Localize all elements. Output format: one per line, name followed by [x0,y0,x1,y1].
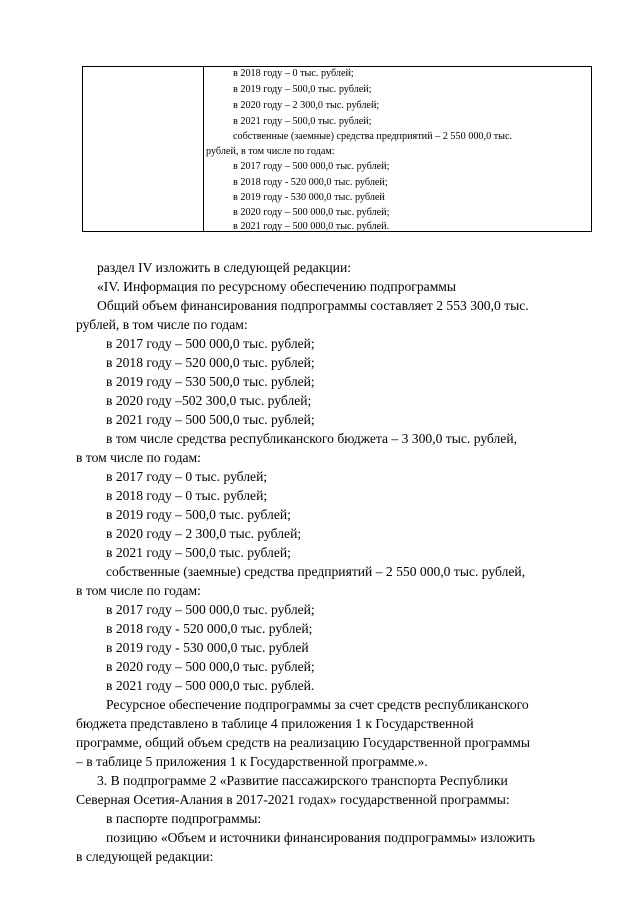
table-line: в 2021 году – 500,0 тыс. рублей; [233,116,372,127]
section-heading: «IV. Информация по ресурсному обеспечению подпрограммы [97,279,457,294]
body-line: в том числе по годам: [76,583,201,598]
body-line: рублей, в том числе по годам: [76,317,248,332]
body-line: в 2020 году – 2 300,0 тыс. рублей; [106,526,302,541]
body-line: программе, общий объем средств на реализацию Государственной программы [76,735,531,750]
body-line: в 2019 году – 530 500,0 тыс. рублей; [106,374,315,389]
table-line: рублей, в том числе по годам: [206,146,335,157]
body-line: 3. В подпрограмме 2 «Развитие пассажирского транспорта Республики [97,773,508,788]
body-line: – в таблице 5 приложения 1 к Государственной программе.». [76,754,428,769]
body-line: в паспорте подпрограммы: [106,811,262,826]
body-line: в 2019 году - 530 000,0 тыс. рублей [106,640,309,655]
table-line: собственные (заемные) средства предприятий – 2 550 000,0 тыс. [233,131,513,142]
table-line: в 2018 году - 520 000,0 тыс. рублей; [233,177,388,188]
body-line: в 2020 году – 500 000,0 тыс. рублей; [106,659,315,674]
table-line: в 2019 году - 530 000,0 тыс. рублей [233,192,385,203]
passport-table [82,66,592,232]
body-line: Ресурсное обеспечение подпрограммы за счет средств республиканского [106,697,529,712]
table-line: в 2019 году – 500,0 тыс. рублей; [233,84,372,95]
body-line: бюджета представлено в таблице 4 приложения 1 к Государственной [76,716,474,731]
table-left-cell [83,67,204,231]
body-line: в 2019 году – 500,0 тыс. рублей; [106,507,291,522]
table-line: в 2020 году – 2 300,0 тыс. рублей; [233,100,380,111]
body-line: в следующей редакции: [76,849,214,864]
body-line: в 2017 году – 500 000,0 тыс. рублей; [106,336,315,351]
body-line: раздел IV изложить в следующей редакции: [97,260,352,275]
table-line: в 2018 году – 0 тыс. рублей; [233,68,354,79]
body-line: в 2021 году – 500,0 тыс. рублей; [106,545,291,560]
body-line: в 2018 году – 0 тыс. рублей; [106,488,268,503]
body-line: в 2021 году – 500 000,0 тыс. рублей. [106,678,315,693]
table-line: в 2020 году – 500 000,0 тыс. рублей; [233,207,390,218]
body-line: в том числе по годам: [76,450,201,465]
body-line: в 2017 году – 0 тыс. рублей; [106,469,268,484]
body-line: собственные (заемные) средства предприятий – 2 550 000,0 тыс. рублей, [106,564,526,579]
body-line: в 2018 году - 520 000,0 тыс. рублей; [106,621,313,636]
body-line: позицию «Объем и источники финансирования подпрограммы» изложить [106,830,536,845]
body-line: в 2020 году –502 300,0 тыс. рублей; [106,393,312,408]
body-line: в 2021 году – 500 500,0 тыс. рублей; [106,412,315,427]
body-line: в том числе средства республиканского бюджета – 3 300,0 тыс. рублей, [106,431,518,446]
body-line: Общий объем финансирования подпрограммы составляет 2 553 300,0 тыс. [97,298,529,313]
body-line: в 2018 году – 520 000,0 тыс. рублей; [106,355,315,370]
body-line: в 2017 году – 500 000,0 тыс. рублей; [106,602,315,617]
table-line: в 2017 году – 500 000,0 тыс. рублей; [233,161,390,172]
body-line: Северная Осетия-Алания в 2017-2021 годах» государственной программы: [76,792,510,807]
table-line: в 2021 году – 500 000,0 тыс. рублей. [233,221,390,232]
